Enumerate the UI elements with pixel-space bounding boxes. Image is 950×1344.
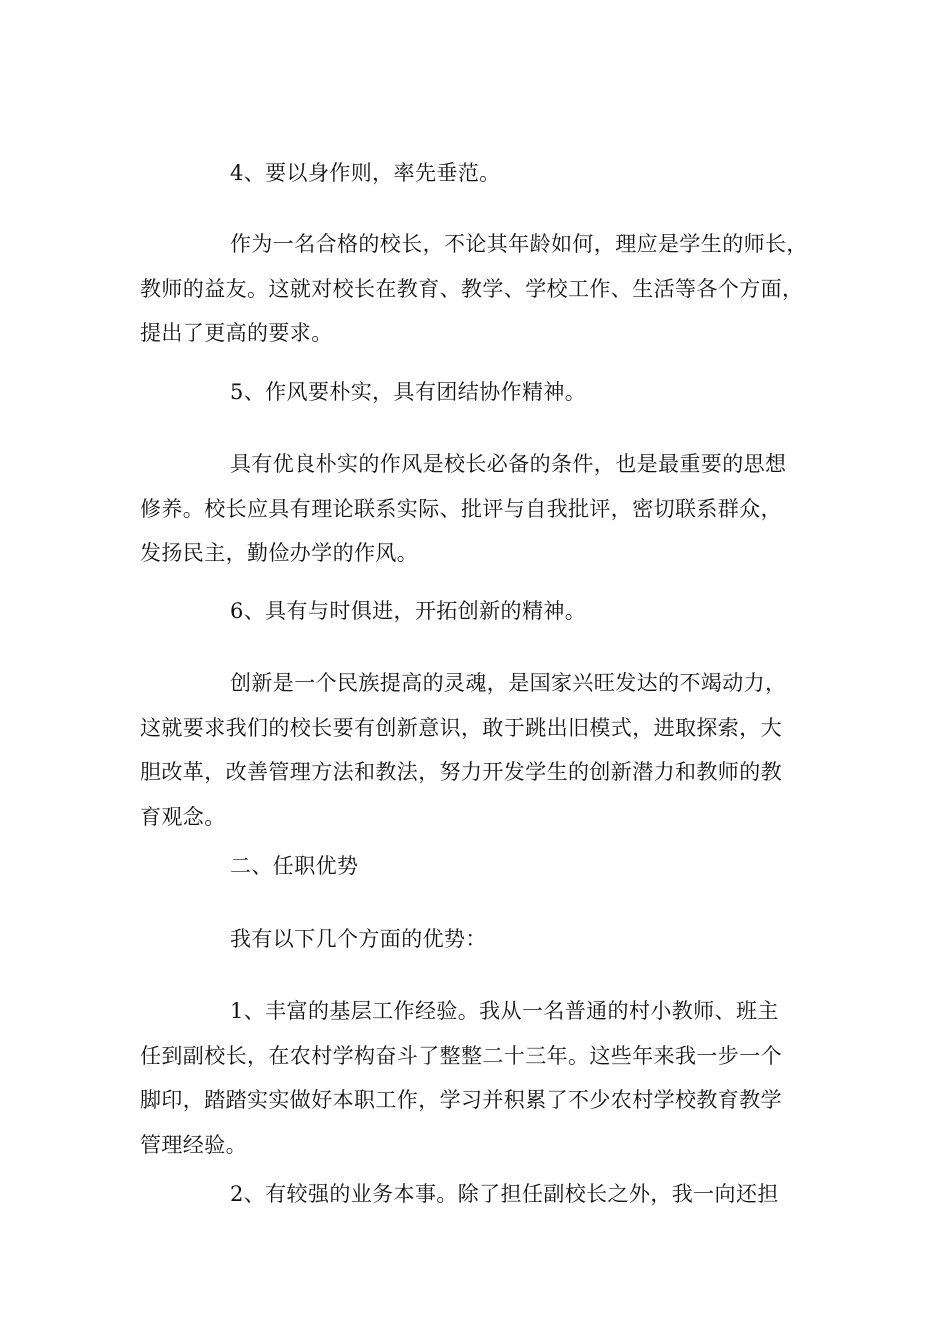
section-heading-advantages: 二、任职优势 [230,854,359,878]
paragraph-item-5-body: 具有优良朴实的作风是校长必备的条件，也是最重要的思想 修养。校长应具有理论联系实际、批评与自我批评，密切联系群众， 发扬民主，勤俭办学的作风。 [140,452,787,565]
paragraph-item-4-body: 作为一名合格的校长，不论其年龄如何，理应是学生的师长， 教师的益友。这就对校长在教育、教学、学校工作、生活等各个方面， 提出了更高的要求。 [140,232,808,345]
paragraph-item-6-body: 创新是一个民族提高的灵魂，是国家兴旺发达的不竭动力， 这就要求我们的校长要有创新意识，敢于跳出旧模式，进取探索，大 胆改革，改善管理方法和教法，努力开发学生的创新潜力和教师的教 育观念。 [140,671,787,829]
paragraph-advantage-1: 1、丰富的基层工作经验。我从一名普通的村小教师、班主 任到副校长，在农村学构奋斗了整整二十三年。这些年来我一步一个 脚印，踏踏实实做好本职工作，学习并积累了不少农村学校教育教学 管理经验。 [140,999,782,1157]
paragraph-item-6-heading: 6、具有与时俱进，开拓创新的精神。 [230,599,587,623]
paragraph-item-5-heading: 5、作风要朴实，具有团结协作精神。 [230,380,587,404]
paragraph-advantage-2: 2、有较强的业务本事。除了担任副校长之外，我一向还担 [230,1182,779,1206]
paragraph-advantages-intro: 我有以下几个方面的优势： [230,927,487,951]
paragraph-item-4-heading: 4、要以身作则，率先垂范。 [230,161,501,185]
